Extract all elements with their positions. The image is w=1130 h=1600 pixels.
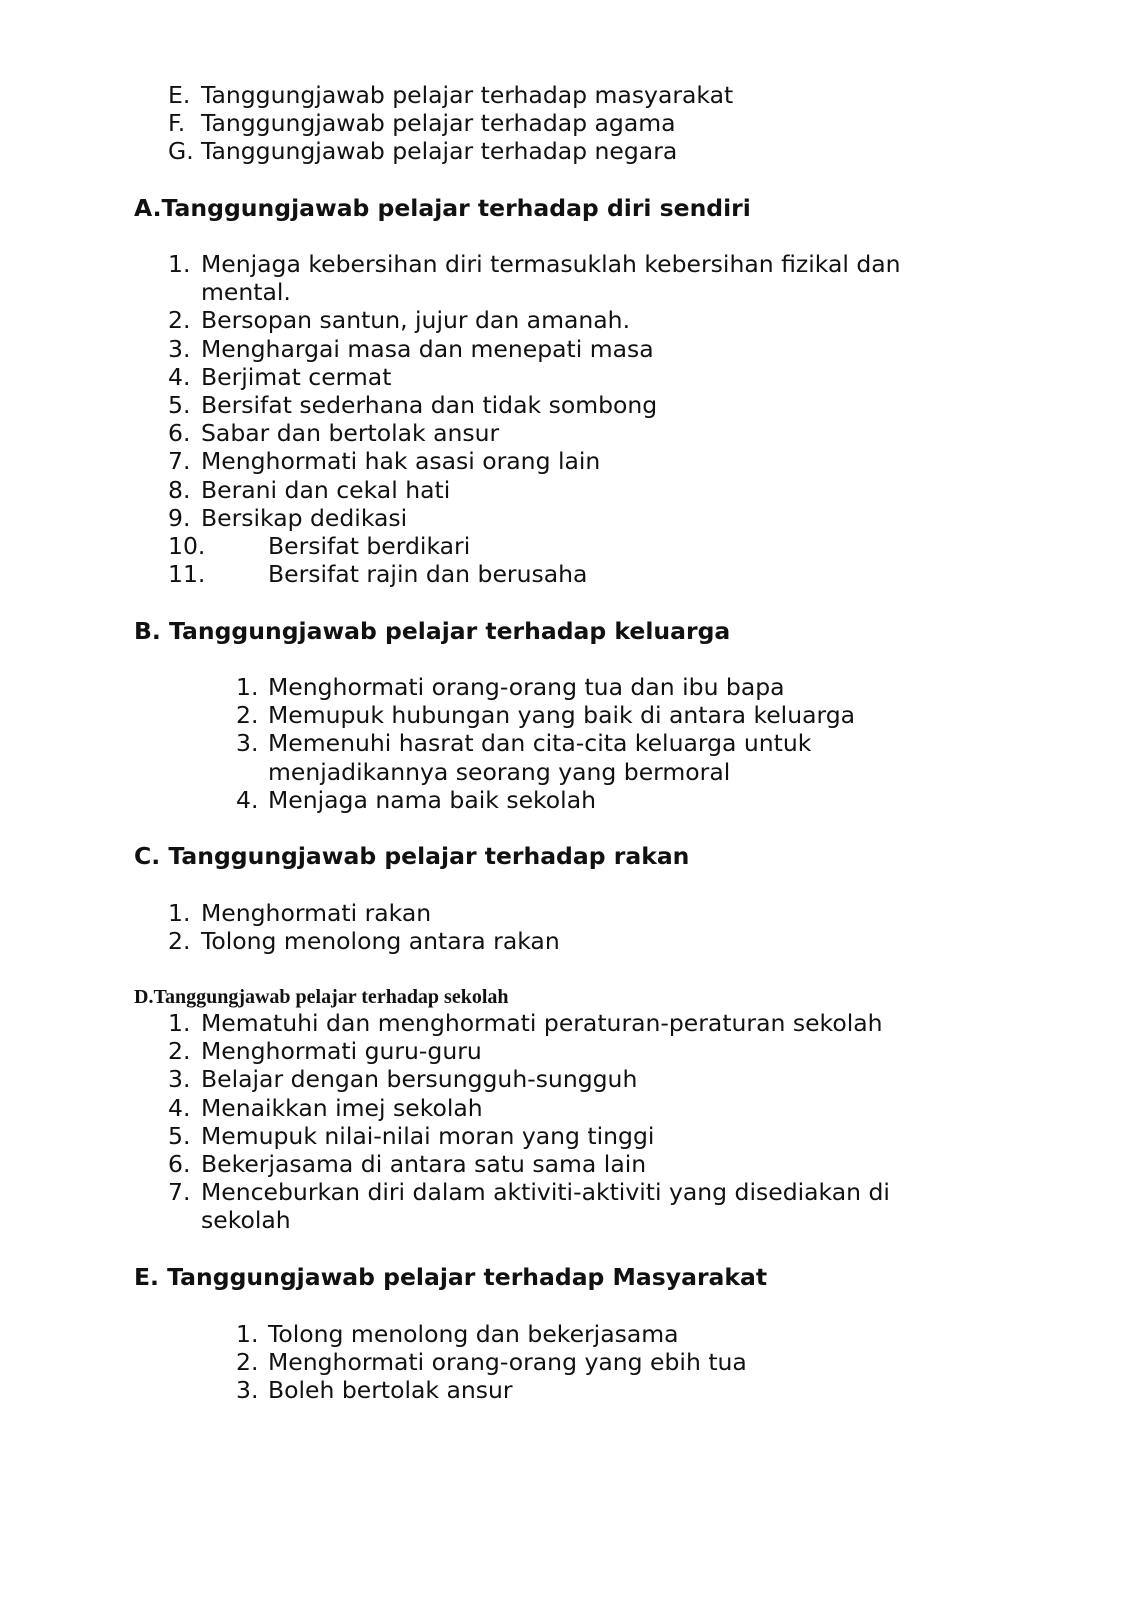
list-marker: 11. bbox=[168, 560, 206, 589]
list-marker: 1. bbox=[168, 250, 191, 278]
list-item-text: menjadikannya seorang yang bermoral bbox=[268, 757, 731, 786]
list-item-text: Menaikkan imej sekolah bbox=[201, 1093, 483, 1122]
list-item bbox=[0, 1206, 1130, 1234]
section-a-list bbox=[0, 250, 1130, 588]
list-item bbox=[0, 391, 1130, 419]
list-item bbox=[0, 1376, 1130, 1404]
list-marker: 3. bbox=[236, 729, 259, 758]
list-item bbox=[0, 137, 1130, 165]
list-item bbox=[0, 1122, 1130, 1150]
list-item bbox=[0, 899, 1130, 927]
list-item-text: sekolah bbox=[201, 1206, 291, 1235]
list-item bbox=[0, 927, 1130, 955]
list-item bbox=[0, 729, 1130, 757]
section-heading-d: D.Tanggungjawab pelajar terhadap sekolah bbox=[134, 986, 509, 1008]
list-marker: 5. bbox=[168, 1121, 191, 1150]
section-c-list bbox=[0, 899, 1130, 955]
list-item-text: Tolong menolong dan bekerjasama bbox=[268, 1320, 679, 1348]
list-item-text: Boleh bertolak ansur bbox=[268, 1376, 513, 1405]
list-item bbox=[0, 1178, 1130, 1206]
list-item-text: Menghargai masa dan menepati masa bbox=[201, 334, 654, 363]
list-item-text: Bekerjasama di antara satu sama lain bbox=[201, 1149, 647, 1178]
list-marker: G. bbox=[168, 137, 194, 166]
list-item-text: Bersifat sederhana dan tidak sombong bbox=[201, 390, 658, 419]
list-marker: 5. bbox=[168, 390, 191, 419]
section-d-list bbox=[0, 1009, 1130, 1235]
list-item-text: Tolong menolong antara rakan bbox=[201, 927, 560, 956]
list-item-text: Bersifat rajin dan berusaha bbox=[268, 560, 588, 589]
section-heading-e: E. Tanggungjawab pelajar terhadap Masyarakat bbox=[134, 1263, 768, 1291]
section-heading-b: B. Tanggungjawab pelajar terhadap keluarga bbox=[134, 617, 731, 645]
list-item-text: Bersifat berdikari bbox=[268, 531, 471, 560]
list-marker: 1. bbox=[236, 1320, 259, 1348]
section-heading-a: A.Tanggungjawab pelajar terhadap diri sendiri bbox=[134, 194, 751, 222]
section-heading-c: C. Tanggungjawab pelajar terhadap rakan bbox=[134, 842, 690, 870]
list-item bbox=[0, 1009, 1130, 1037]
list-item bbox=[0, 335, 1130, 363]
list-marker: 4. bbox=[168, 362, 191, 391]
list-item bbox=[0, 109, 1130, 137]
list-item-text: Menghormati guru-guru bbox=[201, 1037, 482, 1066]
list-item bbox=[0, 250, 1130, 278]
list-marker: 2. bbox=[168, 1037, 191, 1066]
list-marker: 3. bbox=[168, 1065, 191, 1094]
list-item-text: Menghormati hak asasi orang lain bbox=[201, 447, 601, 476]
list-item-text: Memupuk nilai-nilai moran yang tinggi bbox=[201, 1121, 655, 1150]
list-marker: 6. bbox=[168, 1149, 191, 1178]
list-item-text: Tanggungjawab pelajar terhadap masyarakat bbox=[201, 81, 734, 109]
list-item bbox=[0, 476, 1130, 504]
list-item bbox=[0, 1037, 1130, 1065]
list-item-text: Berani dan cekal hati bbox=[201, 475, 451, 504]
list-item bbox=[0, 1320, 1130, 1348]
list-item-text: Bersopan santun, jujur dan amanah. bbox=[201, 306, 631, 335]
list-item-text: Memupuk hubungan yang baik di antara keluarga bbox=[268, 701, 856, 730]
list-marker: 3. bbox=[236, 1376, 259, 1405]
list-item bbox=[0, 278, 1130, 306]
list-marker: 2. bbox=[236, 701, 259, 730]
list-item-text: Menghormati orang-orang yang ebih tua bbox=[268, 1348, 747, 1377]
list-marker: 2. bbox=[168, 306, 191, 335]
list-marker: 9. bbox=[168, 503, 191, 532]
list-marker: 1. bbox=[236, 673, 259, 701]
list-marker: 1. bbox=[168, 899, 191, 927]
section-b-list bbox=[0, 673, 1130, 814]
list-marker: 8. bbox=[168, 475, 191, 504]
list-marker: E. bbox=[168, 81, 191, 109]
section-e-list bbox=[0, 1320, 1130, 1405]
list-item bbox=[0, 81, 1130, 109]
list-item-text: Menjaga kebersihan diri termasuklah kebersihan fizikal dan bbox=[201, 250, 901, 278]
list-item-text: Tanggungjawab pelajar terhadap agama bbox=[201, 109, 676, 138]
list-item bbox=[0, 1094, 1130, 1122]
list-item bbox=[0, 363, 1130, 391]
list-item-text: Menghormati orang-orang tua dan ibu bapa bbox=[268, 673, 785, 701]
list-item-text: Mematuhi dan menghormati peraturan-peraturan sekolah bbox=[201, 1009, 883, 1037]
list-marker: 1. bbox=[168, 1009, 191, 1037]
list-marker: 7. bbox=[168, 447, 191, 476]
list-item-text: mental. bbox=[201, 278, 291, 307]
list-item-text: Tanggungjawab pelajar terhadap negara bbox=[201, 137, 678, 166]
list-item-text: Bersikap dedikasi bbox=[201, 503, 408, 532]
list-item-text: Menjaga nama baik sekolah bbox=[268, 785, 597, 814]
list-marker: F. bbox=[168, 109, 186, 138]
list-item bbox=[0, 1348, 1130, 1376]
list-marker: 4. bbox=[236, 785, 259, 814]
list-item bbox=[0, 504, 1130, 532]
list-item-text: Memenuhi hasrat dan cita-cita keluarga untuk bbox=[268, 729, 812, 758]
list-item bbox=[0, 560, 1130, 588]
list-marker: 10. bbox=[168, 531, 206, 560]
list-item bbox=[0, 786, 1130, 814]
list-item-text: Menghormati rakan bbox=[201, 899, 432, 927]
list-marker: 3. bbox=[168, 334, 191, 363]
list-marker: 2. bbox=[236, 1348, 259, 1377]
list-item-text: Belajar dengan bersungguh-sungguh bbox=[201, 1065, 638, 1094]
list-item bbox=[0, 701, 1130, 729]
list-item bbox=[0, 532, 1130, 560]
intro-list bbox=[0, 81, 1130, 166]
list-item bbox=[0, 673, 1130, 701]
list-item bbox=[0, 306, 1130, 334]
list-item bbox=[0, 1065, 1130, 1093]
list-marker: 7. bbox=[168, 1178, 191, 1207]
list-item-text: Sabar dan bertolak ansur bbox=[201, 419, 500, 448]
list-marker: 2. bbox=[168, 927, 191, 956]
list-item bbox=[0, 419, 1130, 447]
list-marker: 6. bbox=[168, 419, 191, 448]
list-item bbox=[0, 758, 1130, 786]
list-item-text: Menceburkan diri dalam aktiviti-aktiviti yang disediakan di bbox=[201, 1178, 890, 1207]
list-item-text: Berjimat cermat bbox=[201, 362, 392, 391]
list-marker: 4. bbox=[168, 1093, 191, 1122]
list-item bbox=[0, 447, 1130, 475]
list-item bbox=[0, 1150, 1130, 1178]
